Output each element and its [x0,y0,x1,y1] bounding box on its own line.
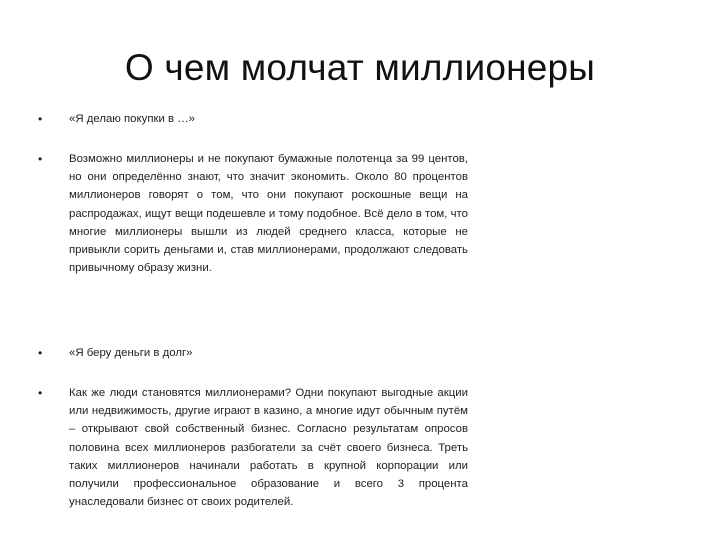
bullet-text: Как же люди становятся миллионерами? Одни покупают выгодные акции или недвижимость, другие играют в казино, а многие идут обычным путём – открывают свой собственный бизнес. Согласно результатам опросов половина всех миллионеров разбогатели за счёт своего бизнеса. Треть таких миллионеров начинали работать в крупной корпорации или получили профессиональное образование и всего 3 процента унаследовали бизнес от своих родителей. [69,387,468,509]
bullet-marker: • [38,112,43,126]
bullet-marker: • [38,386,43,400]
bullet-marker: • [38,152,43,166]
bullet-text: «Я делаю покупки в …» [69,113,195,125]
slide-title: О чем молчат миллионеры [124,47,596,88]
bullet-marker: • [38,346,43,360]
bullet-text: Возможно миллионеры и не покупают бумажные полотенца за 99 центов, но они определённо знают, что значит экономить. Около 80 процентов миллионеров говорят о том, что они покупают роскошные вещи на распродажах, ищут вещи подешевле и тому подобное. Всё дело в том, что многие миллионеры вышли из людей среднего класса, которые не привыкли сорить деньгами и, став миллионерами, продолжают следовать привычному образу жизни. [69,153,468,275]
bullet-text: «Я беру деньги в долг» [69,347,193,359]
